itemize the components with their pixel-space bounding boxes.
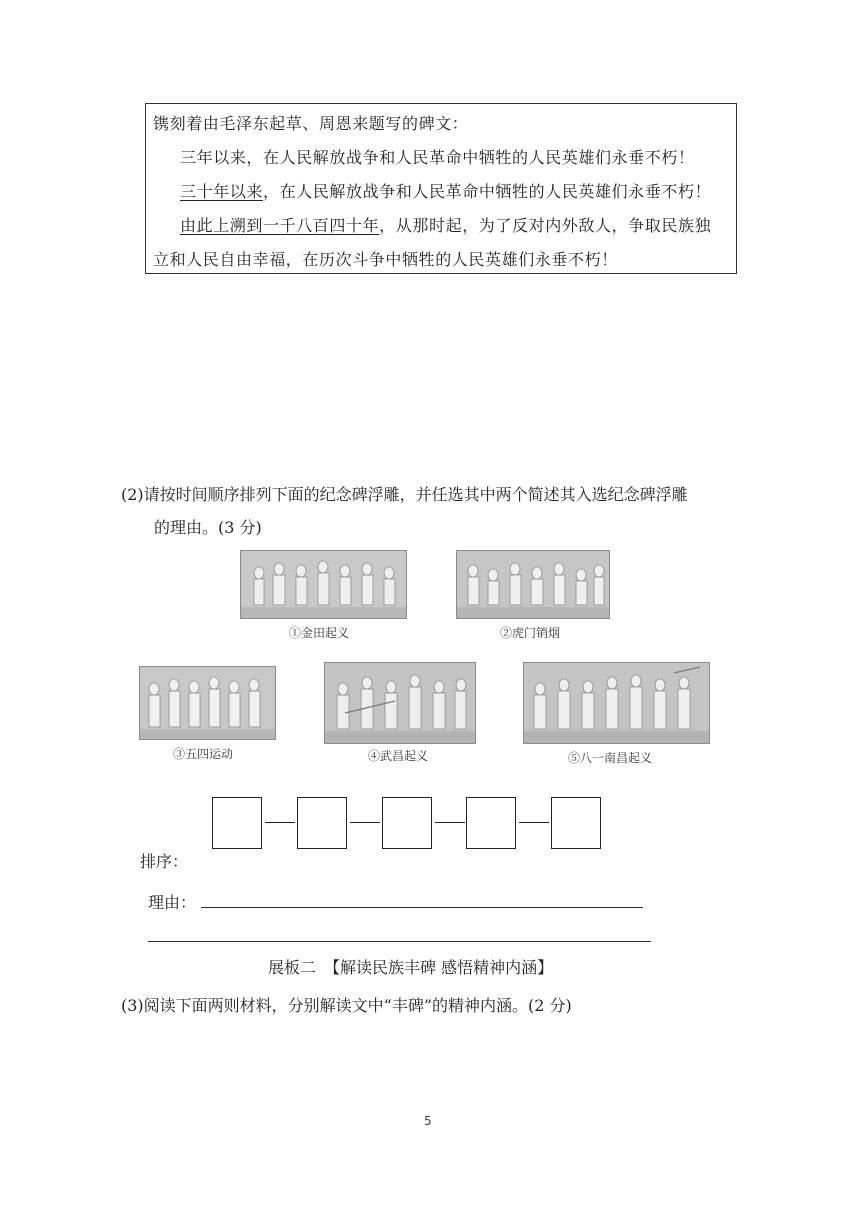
order-box-4[interactable] xyxy=(466,797,516,849)
panel-2-title: 展板二 【解读民族丰碑 感悟精神内涵】 xyxy=(268,958,554,977)
inscription-line-3: 由此上溯到一千八百四十年，从那时起，为了反对内外敌人，争取民族独 xyxy=(180,216,712,235)
relief-image-may-fourth xyxy=(139,666,276,740)
relief-caption-5: ⑤八一南昌起义 xyxy=(568,751,653,765)
relief-caption-3: ③五四运动 xyxy=(173,747,234,761)
order-connector xyxy=(519,822,549,823)
relief-image-humen xyxy=(456,550,610,619)
relief-caption-4: ④武昌起义 xyxy=(368,749,429,763)
inscription-intro: 镌刻着由毛泽东起草、周恩来题写的碑文： xyxy=(153,114,469,133)
inscription-line-2: 三十年以来，在人民解放战争和人民革命中牺牲的人民英雄们永垂不朽！ xyxy=(180,182,712,201)
order-box-5[interactable] xyxy=(551,797,601,849)
relief-image-nanchang xyxy=(523,662,710,744)
relief-caption-1: ①金田起义 xyxy=(289,626,350,640)
reason-label: 理由： xyxy=(148,893,197,912)
question-2-text: (2)请按时间顺序排列下面的纪念碑浮雕，并任选其中两个简述其入选纪念碑浮雕 xyxy=(121,485,688,504)
question-3-text: (3)阅读下面两则材料，分别解读文中“丰碑”的精神内涵。(2 分) xyxy=(121,996,572,1015)
relief-caption-2: ②虎门销烟 xyxy=(500,626,561,640)
inscription-line-4: 立和人民自由幸福，在历次斗争中牺牲的人民英雄们永垂不朽！ xyxy=(153,250,618,269)
page-number: 5 xyxy=(424,1114,432,1128)
order-box-3[interactable] xyxy=(382,797,432,849)
order-label: 排序： xyxy=(140,852,189,871)
relief-image-wuchang xyxy=(324,662,476,744)
order-connector xyxy=(435,822,465,823)
reason-blank-line-1[interactable] xyxy=(201,907,643,908)
order-connector xyxy=(350,822,380,823)
order-box-1[interactable] xyxy=(212,797,262,849)
inscription-box xyxy=(145,103,737,274)
question-2-text-cont: 的理由。(3 分) xyxy=(154,518,262,537)
order-connector xyxy=(265,822,295,823)
order-box-2[interactable] xyxy=(297,797,347,849)
underlined-phrase: 三十年以来 xyxy=(180,182,264,201)
underlined-phrase: 由此上溯到一千八百四十年 xyxy=(180,216,380,235)
inscription-line-1: 三年以来，在人民解放战争和人民革命中牺牲的人民英雄们永垂不朽！ xyxy=(180,148,695,167)
relief-image-jintian xyxy=(240,550,407,619)
reason-blank-line-2[interactable] xyxy=(148,941,651,942)
